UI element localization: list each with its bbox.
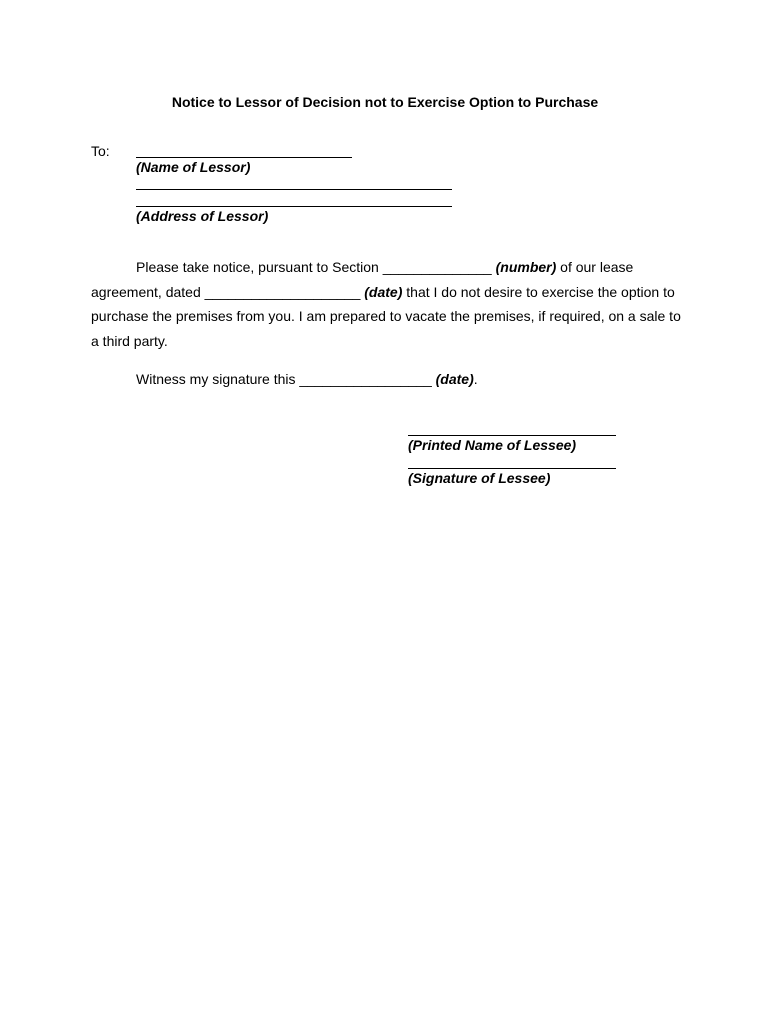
lessor-name-line	[136, 157, 352, 158]
witness-date-label: (date)	[435, 371, 474, 387]
body-text-3: that I do not desire to exercise the option to purchase the premises from you. I am prepared to vacate the premises, if required, on a sale to a third party.	[91, 283, 681, 349]
signature-label: (Signature of Lessee)	[408, 470, 551, 486]
lessor-address-line-2	[136, 206, 452, 207]
date-label: (date)	[364, 283, 403, 300]
witness-text: Witness my signature this _________________	[136, 371, 436, 387]
document-title: Notice to Lessor of Decision not to Exercise Option to Purchase	[171, 94, 599, 110]
witness-line	[136, 371, 478, 387]
witness-period: .	[473, 371, 478, 387]
lessor-address-line-1	[136, 189, 452, 190]
signature-line	[408, 468, 616, 469]
printed-name-label: (Printed Name of Lessee)	[408, 437, 577, 453]
printed-name-line	[408, 435, 616, 436]
name-of-lessor-label: (Name of Lessor)	[136, 159, 251, 175]
address-of-lessor-label: (Address of Lessor)	[136, 208, 269, 224]
notice-paragraph	[91, 255, 691, 353]
to-label: To:	[91, 143, 110, 159]
number-label: (number)	[495, 259, 557, 275]
body-text-1: Please take notice, pursuant to Section ______________	[136, 259, 496, 275]
body-text-2: of our lease agreement, dated ____________________	[91, 259, 634, 300]
